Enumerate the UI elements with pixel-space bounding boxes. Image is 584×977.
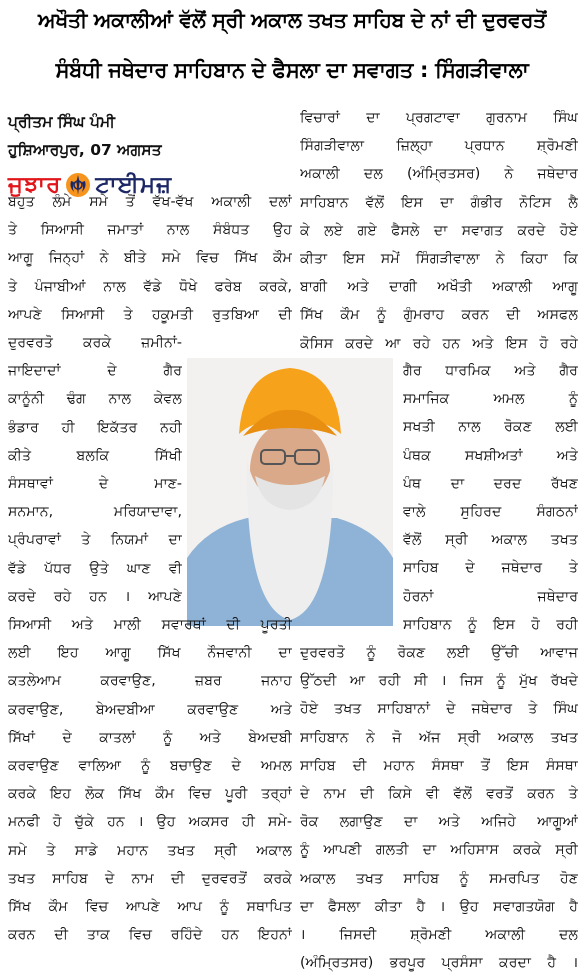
- left-column-narrow: [8, 329, 182, 611]
- text-line: ਸਾਹਿਬ ਦੇ ਜਥੇਦਾਰ ਤੇ: [403, 560, 578, 577]
- text-line: ਸਮੇ ਤੇ ਸਾਡੇ ਮਹਾਨ ਤਖਤ ਸ੍ਰੀ ਅਕਾਲ: [8, 842, 292, 859]
- text-line: ਬਾਗੀ ਅਤੇ ਦਾਗੀ ਅਖੌਤੀ ਅਕਾਲੀ ਆਗੂ: [300, 279, 578, 296]
- text-line: ਹੋਰਨਾਂ ਜਥੇਦਾਰ: [403, 588, 578, 605]
- text-line: ਜਾਇਦਾਦਾਂ ਦੇ ਗੈਰ: [8, 363, 182, 380]
- text-line: ਕਰਨ ਦੀ ਤਾਕ ਵਿਚ ਰਹਿੰਦੇ ਹਨ ਇਹਨਾਂ: [8, 927, 292, 944]
- portrait-photo: [187, 358, 393, 626]
- text-line: ਪ੍ਰੰਪਰਾਵਾਂ ਤੇ ਨਿਯਮਾਂ ਦਾ: [8, 532, 182, 549]
- text-line: ਮਨਫੀ ਹੋ ਚੁੱਕੇ ਹਨ । ਉਹ ਅਕਸਰ ਹੀ ਸਮੇ-: [8, 814, 292, 831]
- text-line: ਅਕਾਲੀ ਦਲ (ਅੰਮ੍ਰਿਤਸਰ) ਨੇ ਜਥੇਦਾਰ: [300, 166, 578, 183]
- right-column-bottom: [300, 639, 578, 977]
- text-line: ਸਾਹਿਬਾਨ ਨੇ ਜੋ ਅੱਜ ਸ੍ਰੀ ਅਕਾਲ ਤਖਤ: [300, 729, 578, 746]
- text-line: ਕਰਦੇ ਰਹੇ ਹਨ । ਆਪਣੇ: [8, 588, 182, 605]
- text-line: ਤਖਤ ਸਾਹਿਬ ਦੇ ਨਾਮ ਦੀ ਦੁਰਵਰਤੋਂ ਕਰਕੇ: [8, 870, 292, 887]
- text-line: ਸੰਸਥਾਵਾਂ ਦੇ ਮਾਣ-: [8, 475, 182, 492]
- logo-text-red: ਜੁਝਾਰ: [8, 172, 62, 198]
- right-column-top: [300, 104, 578, 358]
- text-line: ਸਿੰਗੜੀਵਾਲਾ ਜ਼ਿਲ੍ਹਾ ਪ੍ਰਧਾਨ ਸ਼੍ਰੋਮਣੀ: [300, 138, 578, 155]
- text-line: ਕੋਸਿਸ ਕਰਦੇ ਆ ਰਹੇ ਹਨ ਅਤੇ ਇਸ ਹੋ ਰਹੇ: [300, 335, 578, 352]
- headline-line-1: ਅਖੌਤੀ ਅਕਾਲੀਆਂ ਵੱਲੋਂ ਸ੍ਰੀ ਅਕਾਲ ਤਖਤ ਸਾਹਿਬ ਦੇ ਨਾਂ ਦੀ ਦੁਰਵਰਤੋਂ: [38, 8, 546, 32]
- text-line: ਸਮਾਜਿਕ ਅਮਲ ਨੂੰ: [403, 391, 578, 408]
- text-line: ਤੇ ਸਿਆਸੀ ਜਮਾਤਾਂ ਨਾਲ ਸੰਬੰਧਤ ਉਹ: [8, 222, 292, 239]
- text-line: ਉੱਠਦੀ ਆ ਰਹੀ ਸੀ । ਜਿਸ ਨੂੰ ਮੁੱਖ ਰੱਖਦੇ: [300, 673, 578, 690]
- text-line: ਆਪਣੇ ਸਿਆਸੀ ਤੇ ਹਕੂਮਤੀ ਰੁਤਬਿਆ ਦੀ: [8, 306, 292, 323]
- text-line: ਵਾਲੇ ਸੁਹਿਰਦ ਸੰਗਠਨਾਂ: [403, 503, 578, 520]
- text-line: ਵੱਲੋਂ ਸ੍ਰੀ ਅਕਾਲ ਤਖਤ: [403, 532, 578, 549]
- text-line: ਪੰਥਕ ਸਖਸ਼ੀਅਤਾਂ ਅਤੇ: [403, 447, 578, 464]
- text-line: ਸਖਤੀ ਨਾਲ ਰੋਕਣ ਲਈ: [403, 419, 578, 436]
- text-line: ਸਾਹਿਬਾਨ ਵੱਲੋਂ ਇਸ ਦਾ ਗੰਭੀਰ ਨੋਟਿਸ ਲੈ: [300, 194, 578, 211]
- text-line: ਦਾ ਫੈਸਲਾ ਕੀਤਾ ਹੈ । ਉਹ ਸਵਾਗਤਯੋਗ ਹੈ: [300, 898, 578, 915]
- text-line: ਪੰਥ ਦਾ ਦਰਦ ਰੱਖਣ: [403, 475, 578, 492]
- text-line: ਵੱਡੇ ਪੱਧਰ ਉਤੇ ਘਾਣ ਵੀ: [8, 560, 182, 577]
- dateline: ਹੁਸ਼ਿਆਰਪੁਰ, 07 ਅਗਸਤ: [8, 141, 162, 159]
- text-line: ਆਗੂ ਜਿਨ੍ਹਾਂ ਨੇ ਬੀਤੇ ਸਮੇ ਵਿਚ ਸਿੱਖ ਕੌਮ: [8, 250, 292, 267]
- text-line: ਸਿੱਖ ਕੌਮ ਵਿਚ ਆਪਣੇ ਆਪ ਨੂੰ ਸਥਾਪਿਤ: [8, 898, 292, 915]
- right-column-narrow: [403, 357, 578, 639]
- text-line: ਵਿਚਾਰਾਂ ਦਾ ਪ੍ਰਗਟਾਵਾ ਗੁਰਨਾਮ ਸਿੰਘ: [300, 110, 578, 126]
- text-line: ਲਈ ਇਹ ਆਗੂ ਸਿੱਖ ਨੌਜਵਾਨੀ ਦਾ: [8, 645, 292, 662]
- text-line: ਦੁਰਵਰਤੋ ਨੂੰ ਰੋਕਣ ਲਈ ਉੱਚੀ ਆਵਾਜ: [300, 645, 578, 661]
- text-line: (ਅੰਮ੍ਰਿਤਸਰ) ਭਰਪੂਰ ਪ੍ਰਸੰਸਾ ਕਰਦਾ ਹੈ ।: [300, 955, 578, 972]
- text-line: ਗੈਰ ਧਾਰਮਿਕ ਅਤੇ ਗੈਰ: [403, 363, 578, 379]
- text-line: ਦੁਰਵਰਤੋ ਕਰਕੇ ਜ਼ਮੀਨਾਂ-: [8, 335, 182, 351]
- text-line: ਸਿਆਸੀ ਅਤੇ ਮਾਲੀ ਸਵਾਰਥਾਂ ਦੀ ਪੂਰਤੀ: [8, 617, 292, 633]
- text-line: ਕੇ ਲਏ ਗਏ ਫੈਸਲੇ ਦਾ ਸਵਾਗਤ ਕਰਦੇ ਹੋਏ: [300, 222, 578, 239]
- text-line: ਤੇ ਪੰਜਾਬੀਆਂ ਨਾਲ ਵੱਡੇ ਧੋਖੇ ਫਰੇਬ ਕਰਕੇ,: [8, 278, 292, 295]
- text-line: ਹੋਏ ਤਖਤ ਸਾਹਿਬਾਨਾਂ ਦੇ ਜਥੇਦਾਰ ਤੇ ਸਿੰਘ: [300, 701, 578, 718]
- reporter-name: ਪ੍ਰੀਤਮ ਸਿੰਘ ਪੰਮੀ: [8, 113, 115, 131]
- text-line: ਸਾਹਿਬ ਦੀ ਮਹਾਨ ਸੰਸਥਾ ਤੋਂ ਇਸ ਸੰਸਥਾ: [300, 757, 578, 774]
- text-line: ਅਕਾਲ ਤਖਤ ਸਾਹਿਬ ਨੂੰ ਸਮਰਪਿਤ ਹੋਣ: [300, 870, 578, 887]
- text-line: ਕਰਕੇ ਇਹ ਲੋਕ ਸਿੱਖ ਕੌਮ ਵਿਚ ਪੂਰੀ ਤਰ੍ਹਾਂ: [8, 786, 292, 803]
- text-line: ਕੀਤਾ ਇਸ ਸਮੇਂ ਸਿੰਗੜੀਵਾਲਾ ਨੇ ਕਿਹਾ ਕਿ: [300, 250, 578, 267]
- text-line: ਭੰਡਾਰ ਹੀ ਇਕੱਤਰ ਨਹੀ: [8, 419, 182, 436]
- left-column-top: [8, 188, 292, 329]
- logo-text-navy: ਟਾਈਮਜ਼: [95, 172, 173, 198]
- text-line: ਰੋਕ ਲਗਾਉਣ ਦਾ ਅਤੇ ਅਜਿਹੇ ਆਗੂਆਂ: [300, 814, 578, 831]
- text-line: ਨੂੰ ਆਪਣੀ ਗਲਤੀ ਦਾ ਅਹਿਸਾਸ ਕਰਕੇ ਸ੍ਰੀ: [300, 842, 578, 859]
- text-line: । ਜਿਸਦੀ ਸ਼੍ਰੋਮਣੀ ਅਕਾਲੀ ਦਲ: [300, 926, 578, 943]
- text-line: ਕਰਵਾਉਣ, ਬੇਅਦਬੀਆ ਕਰਵਾਉਣ ਅਤੇ: [8, 701, 292, 718]
- text-line: ਸਿੱਖ ਕੌਮ ਨੂੰ ਗੁੰਮਰਾਹ ਕਰਨ ਦੀ ਅਸਫਲ: [300, 307, 578, 324]
- left-column-bottom: [8, 611, 292, 949]
- text-line: ਸਨਮਾਨ, ਮਰਿਯਾਦਾਵਾ,: [8, 504, 182, 521]
- text-line: ਕਾਨੂੰਨੀ ਢੰਗ ਨਾਲ ਕੇਵਲ: [8, 391, 182, 408]
- text-line: ਸਿੱਖਾਂ ਦੇ ਕਾਤਲਾਂ ਨੂੰ ਅਤੇ ਬੇਅਦਬੀ: [8, 729, 292, 746]
- text-line: ਕੀਤੇ ਬਲਕਿ ਸਿੱਖੀ: [8, 447, 182, 464]
- headline-line-2: ਸੰਬੰਧੀ ਜਥੇਦਾਰ ਸਾਹਿਬਾਨ ਦੇ ਫੈਸਲਾ ਦਾ ਸਵਾਗਤ : ਸਿੰਗੜੀਵਾਲਾ: [55, 58, 529, 82]
- text-line: ਕਰਵਾਉਣ ਵਾਲਿਆ ਨੂੰ ਬਚਾਉਣ ਦੇ ਅਮਲ: [8, 757, 292, 774]
- text-line: ਸਾਹਿਬਾਨ ਨੂੰ ਇਸ ਹੋ ਰਹੀ: [403, 616, 578, 633]
- text-line: ਦੇ ਨਾਮ ਦੀ ਕਿਸੇ ਵੀ ਵੱਲੋਂ ਵਰਤੋਂ ਕਰਨ ਤੇ: [300, 785, 578, 802]
- text-line: ਕਤਲੇਆਮ ਕਰਵਾਉਣ, ਜ਼ਬਰ ਜਨਾਹ: [8, 673, 292, 690]
- text-line: ਬਹੁਤ ਲੰਮੇ ਸਮੇ ਤੋਂ ਵੱਖ-ਵੱਖ ਅਕਾਲੀ ਦਲਾਂ: [8, 194, 292, 210]
